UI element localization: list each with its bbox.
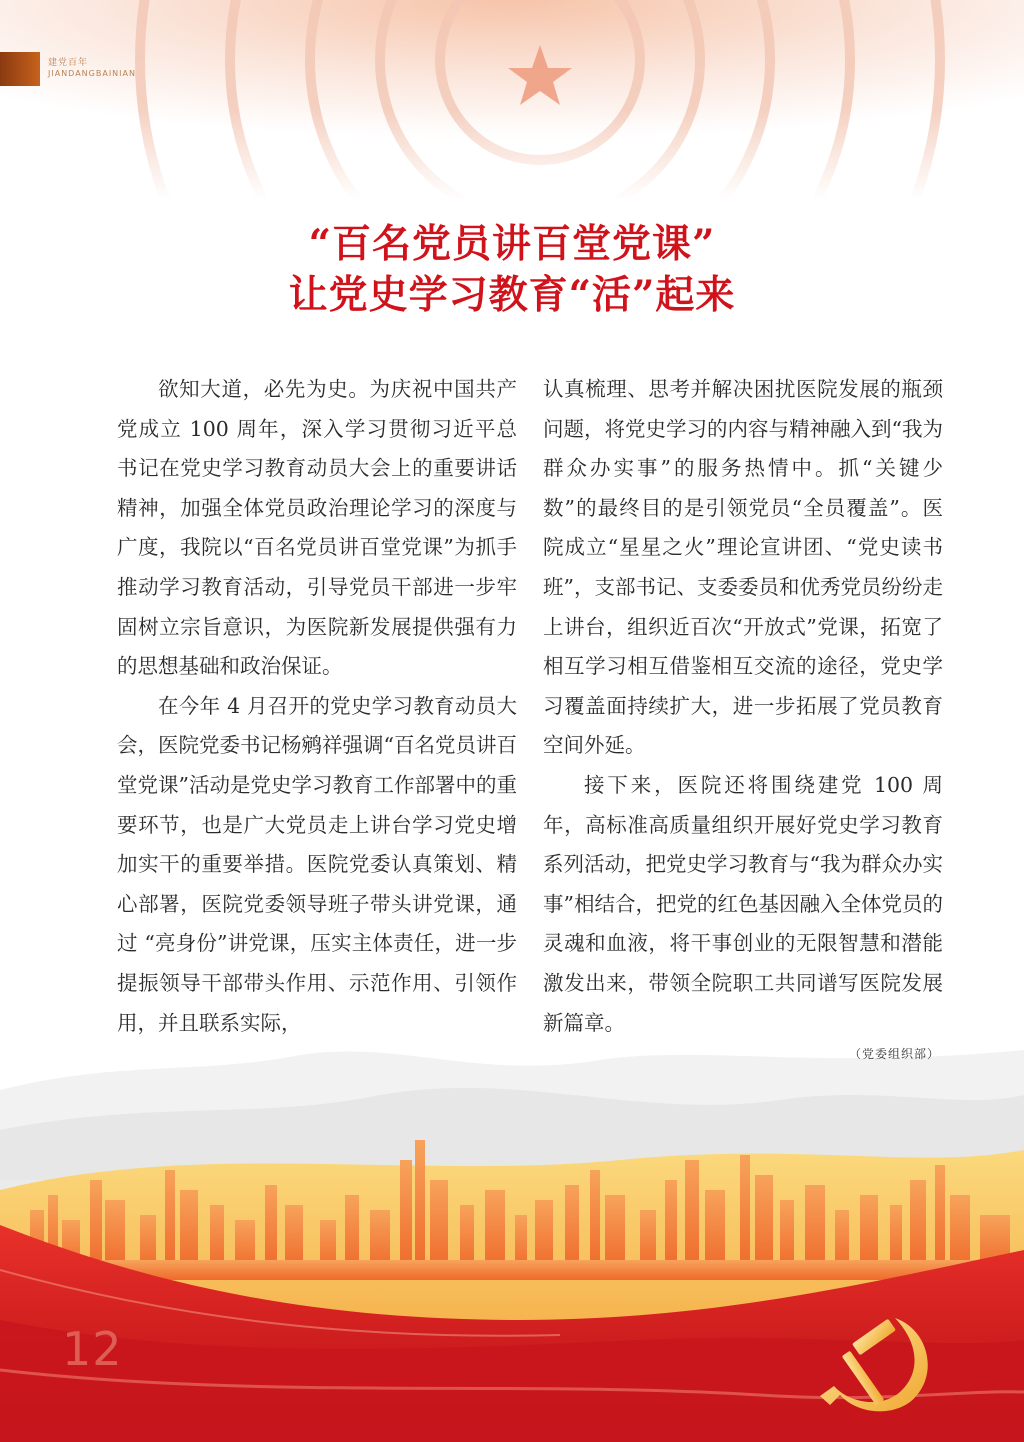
header-decoration xyxy=(0,0,1024,200)
article-signature: （党委组织部） xyxy=(848,1047,940,1061)
article-paragraph: 在今年 4 月召开的党史学习教育动员大会，医院党委书记杨鹓祥强调“百名党员讲百堂党课”活动是党史学习教育工作部署中的重要环节，也是广大党员走上讲台学习党史增加实干的重要举措。医院党委认真策划、精心部署，医院党委领导班子带头讲党课，通过 “亮身份”讲党课，压实主体责任，进一步提振领导干部带头作用、示范作用、引领作用，并且联系实际， xyxy=(117,693,517,1035)
article-paragraph: 接下来，医院还将围绕建党 100 周年，高标准高质量组织开展好党史学习教育系列活动，把党史学习教育与“我为群众办实事”相结合，把党的红色基因融入全体党员的灵魂和血液，将干事创业的无限智慧和潜能激发出来，带领全院职工共同谱写医院发展新篇章。 xyxy=(543,772,943,1035)
article-column-right xyxy=(543,370,943,1043)
article-title-line-2: 让党史学习教育“活”起来 xyxy=(288,272,736,318)
article-title-line-1: “百名党员讲百堂党课” xyxy=(308,221,716,267)
section-tab xyxy=(0,52,40,86)
article-column-left xyxy=(117,370,517,1043)
page-number: 12 xyxy=(62,1322,123,1376)
party-emblem-icon xyxy=(800,1300,960,1430)
section-label-en: JIANDANGBAINIAN xyxy=(48,69,136,78)
article-paragraph: 认真梳理、思考并解决困扰医院发展的瓶颈问题，将党史学习的内容与精神融入到“我为群众办实事”的服务热情中。抓“关键少数”的最终目的是引领党员“全员覆盖”。医院成立“星星之火”理论宣讲团、“党史读书班”，支部书记、支委委员和优秀党员纷纷走上讲台，组织近百次“开放式”党课，拓宽了相互学习相互借鉴相互交流的途径，党史学习覆盖面持续扩大，进一步拓展了党员教育空间外延。 xyxy=(543,377,943,758)
section-label-cn: 建党百年 xyxy=(48,58,89,68)
article-paragraph: 欲知大道，必先为史。为庆祝中国共产党成立 100 周年，深入学习贯彻习近平总书记在党史学习教育动员大会上的重要讲话精神，加强全体党员政治理论学习的深度与广度，我院以“百名党员讲百堂党课”为抓手推动学习教育活动，引导党员干部进一步牢固树立宗旨意识，为医院新发展提供强有力的思想基础和政治保证。 xyxy=(117,377,517,679)
